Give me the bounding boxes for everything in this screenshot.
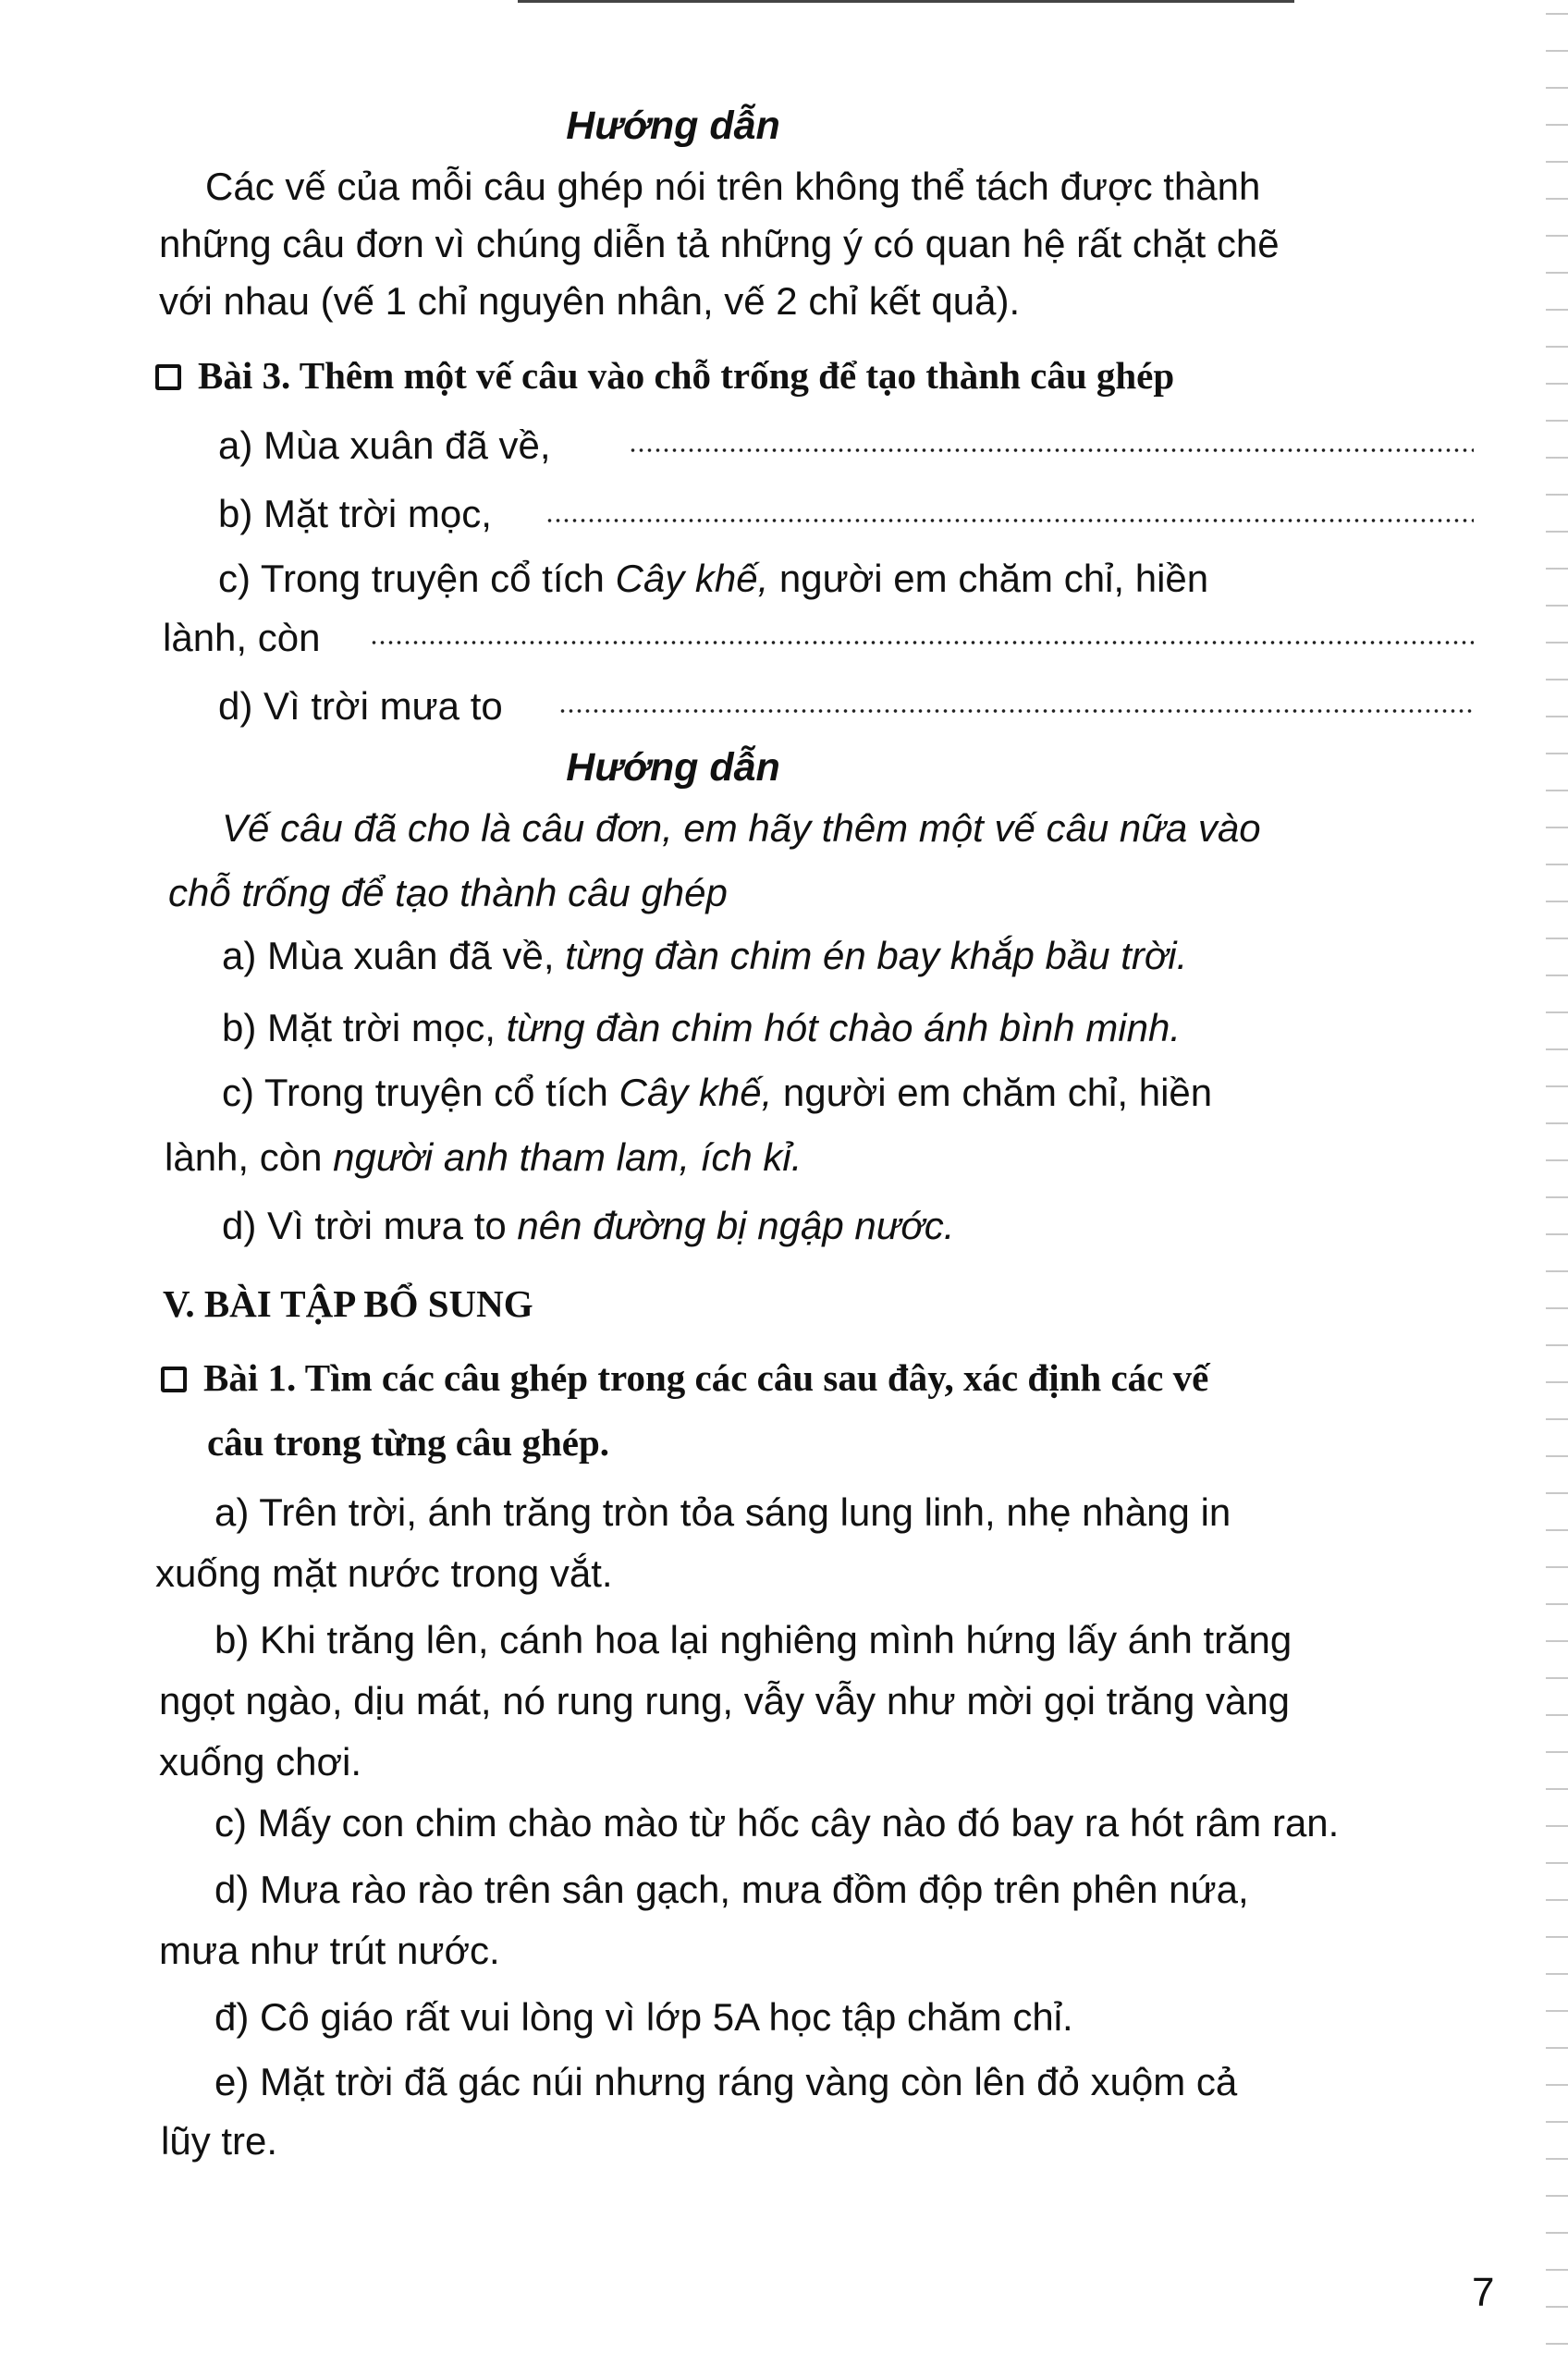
exercise-1-d-line-2: mưa như trút nước. <box>159 1929 500 1972</box>
exercise-3-title-text: Bài 3. Thêm một vế câu vào chỗ trống để tạo thành câu ghép <box>198 354 1175 397</box>
answer-c-added: người anh tham lam, ích kỉ. <box>333 1135 802 1179</box>
answer-d-added: nên đường bị ngập nước. <box>517 1204 955 1247</box>
guide-heading-1: Hướng dẫn <box>566 104 780 148</box>
exercise-1-b-line-1: b) Khi trăng lên, cánh hoa lại nghiêng mình hứng lấy ánh trăng <box>214 1618 1292 1661</box>
guide2-intro-line-1: Vế câu đã cho là câu đơn, em hãy thêm một vế câu nữa vào <box>222 806 1261 850</box>
guide2-answer-b <box>222 1004 1181 1052</box>
guide1-line-3: với nhau (vế 1 chỉ nguyên nhân, vế 2 chỉ kết quả). <box>159 279 1021 323</box>
exercise-3-item-c-line2: lành, còn <box>163 616 321 659</box>
answer-d-given: d) Vì trời mưa to <box>222 1204 518 1247</box>
checkbox-square-icon <box>155 364 181 390</box>
guide2-answer-c-line2 <box>165 1134 802 1182</box>
exercise-1-dd-line-1: đ) Cô giáo rất vui lòng vì lớp 5A học tập chăm chỉ. <box>214 1995 1073 2039</box>
item-c-suffix: người em chăm chỉ, hiền <box>768 557 1209 600</box>
guide2-answer-c <box>222 1069 1474 1117</box>
answer-blank-c[interactable] <box>370 640 1474 645</box>
exercise-1-title-line-2: câu trong từng câu ghép. <box>207 1421 610 1464</box>
exercise-3-item-b: b) Mặt trời mọc, <box>218 492 492 535</box>
answer-c-prefix: c) Trong truyện cổ tích <box>222 1071 619 1114</box>
answer-c-story: Cây khế, <box>619 1071 773 1114</box>
exercise-1-title <box>161 1354 1208 1402</box>
answer-c-given-end: lành, còn <box>165 1135 334 1179</box>
answer-b-given: b) Mặt trời mọc, <box>222 1006 507 1049</box>
guide-heading-2: Hướng dẫn <box>566 745 780 790</box>
exercise-1-title-line-1: Bài 1. Tìm các câu ghép trong các câu sau đây, xác định các vế <box>203 1356 1209 1399</box>
answer-blank-b[interactable] <box>545 518 1474 523</box>
item-c-story: Cây khế, <box>615 557 769 600</box>
answer-blank-d[interactable] <box>558 708 1474 714</box>
exercise-3-item-a: a) Mùa xuân đã về, <box>218 423 551 467</box>
exercise-1-d-line-1: d) Mưa rào rào trên sân gạch, mưa đồm độp trên phên nứa, <box>214 1868 1249 1911</box>
exercise-1-e-line-2: lũy tre. <box>161 2119 278 2163</box>
exercise-1-a-line-1: a) Trên trời, ánh trăng tròn tỏa sáng lung linh, nhẹ nhàng in <box>214 1490 1231 1534</box>
guide2-answer-d <box>222 1202 954 1250</box>
answer-c-suffix: người em chăm chỉ, hiền <box>772 1071 1213 1114</box>
exercise-1-e-line-1: e) Mặt trời đã gác núi nhưng ráng vàng còn lên đỏ xuộm cả <box>214 2060 1238 2103</box>
section-5-title: V. BÀI TẬP BỔ SUNG <box>163 1282 533 1325</box>
item-c-prefix: c) Trong truyện cổ tích <box>218 557 616 600</box>
answer-blank-a[interactable] <box>629 447 1474 453</box>
exercise-3-item-d: d) Vì trời mưa to <box>218 684 503 728</box>
answer-a-given: a) Mùa xuân đã về, <box>222 934 566 977</box>
answer-a-added: từng đàn chim én bay khắp bầu trời. <box>565 934 1188 977</box>
checkbox-square-icon <box>161 1367 187 1392</box>
exercise-1-c-line-1: c) Mấy con chim chào mào từ hốc cây nào đó bay ra hót râm ran. <box>214 1801 1340 1845</box>
exercise-1-a-line-2: xuống mặt nước trong vắt. <box>155 1551 613 1595</box>
page-number: 7 <box>1472 2270 1495 2315</box>
exercise-3-item-c <box>218 555 1474 603</box>
exercise-3-title <box>155 351 1174 399</box>
guide2-intro-line-2: chỗ trống để tạo thành câu ghép <box>168 871 728 914</box>
guide1-line-2: những câu đơn vì chúng diễn tả những ý có quan hệ rất chặt chẽ <box>159 222 1280 265</box>
exercise-1-b-line-3: xuống chơi. <box>159 1740 362 1784</box>
guide2-answer-a <box>222 932 1187 980</box>
exercise-1-b-line-2: ngọt ngào, dịu mát, nó rung rung, vẫy vẫy như mời gọi trăng vàng <box>159 1679 1291 1722</box>
guide1-line-1: Các vế của mỗi câu ghép nói trên không thể tách được thành <box>205 165 1261 208</box>
answer-b-added: từng đàn chim hót chào ánh bình minh. <box>506 1006 1181 1049</box>
